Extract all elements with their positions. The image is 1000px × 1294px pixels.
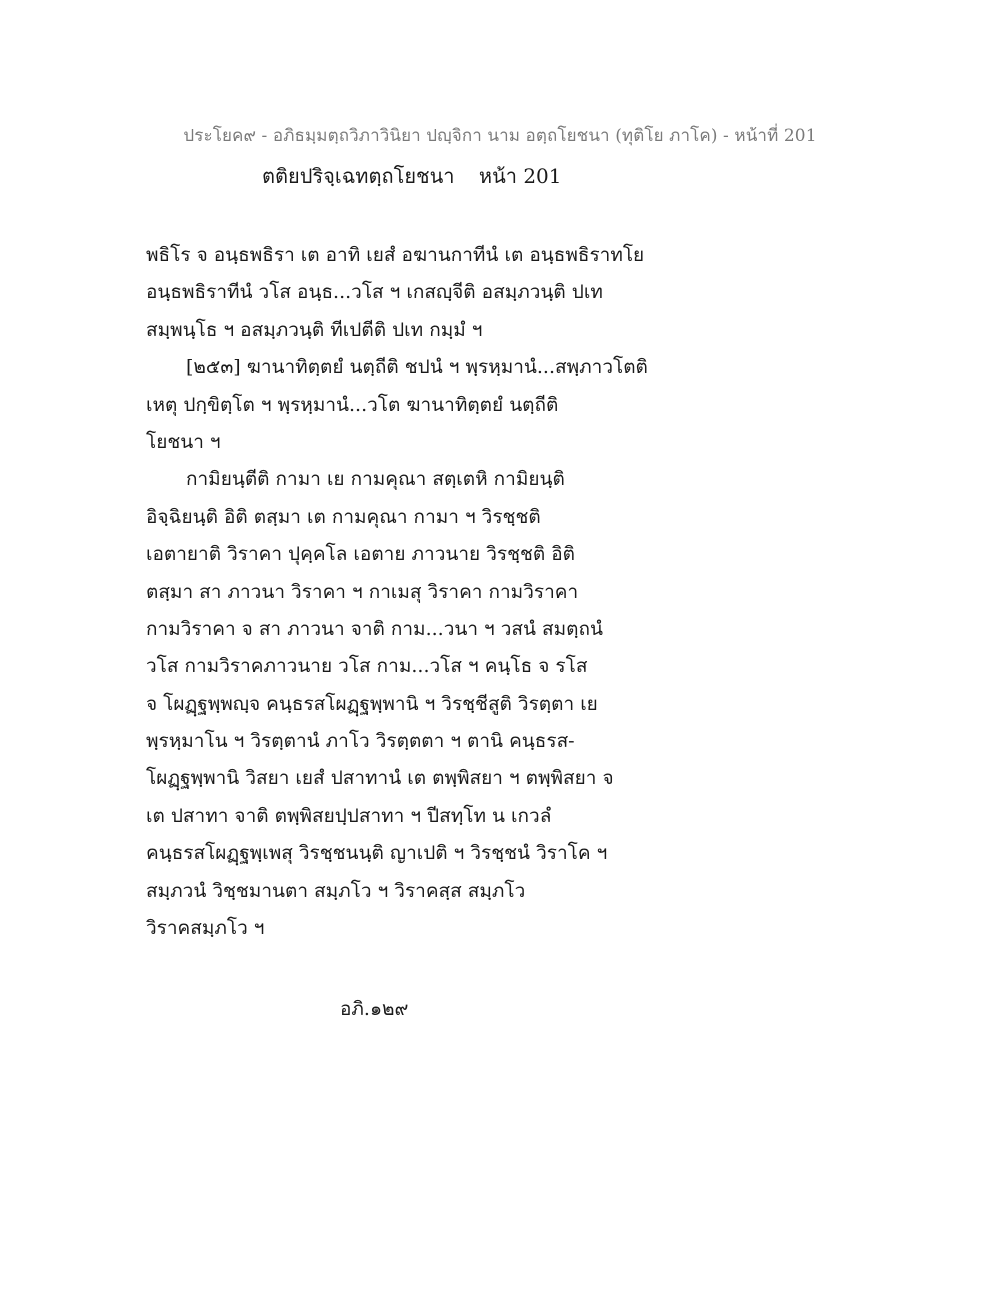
text-line: สมฺภวนํ วิชฺชมานตา สมฺภโว ฯ วิราคสฺส สมฺภโว <box>146 879 526 902</box>
text-line: ตสฺมา สา ภาวนา วิราคา ฯ กาเมสุ วิราคา กามวิราคา <box>146 580 579 603</box>
text-line: จ โผฏฺฐพฺพญฺจ คนฺธรสโผฏฺฐพฺพานิ ฯ วิรชฺชีสูติ วิรตฺตา เย <box>146 692 598 715</box>
text-line: เอตายาติ วิราคา ปุคฺคโล เอตาย ภาวนาย วิรชฺชติ อิติ <box>146 543 575 566</box>
text-line: อนฺธพธิราทีนํ วโส อนฺธ...วโส ฯ เกสญฺจีติ อสมฺภวนฺติ ปเท <box>146 281 603 304</box>
text-line: วิราคสมฺภโว ฯ <box>146 917 265 940</box>
text-line: พฺรหฺมาโน ฯ วิรตฺตานํ ภาโว วิรตฺตตา ฯ ตานิ คนฺธรส- <box>146 730 575 753</box>
text-line: กามวิราคา จ สา ภาวนา จาติ กาม...วนา ฯ วสนํ สมตฺถนํ <box>146 617 604 640</box>
text-line: โยชนา ฯ <box>146 430 221 453</box>
running-header: ประโยค๙ - อภิธมฺมตฺถวิภาวินิยา ปญฺจิกา นาม อตฺถโยชนา (ทุติโย ภาโค) - หน้าที่ 201 <box>183 126 817 146</box>
page-number-label: หน้า 201 <box>478 164 562 188</box>
text-line: คนฺธรสโผฏฺฐพฺเพสุ วิรชฺชนนฺติ ญาเปติ ฯ วิรชฺชนํ วิราโค ฯ <box>146 842 608 865</box>
footer-reference: อภิ.๑๒๙ <box>340 998 409 1020</box>
text-line: อิจฺฉิยนฺติ อิติ ตสฺมา เต กามคุณา กามา ฯ วิรชฺชติ <box>146 505 541 528</box>
text-line: เหตุ ปกฺขิตฺโต ฯ พฺรหฺมานํ...วโต ฆานาทิตฺตยํ นตฺถีติ <box>146 393 559 416</box>
section-heading <box>262 160 562 192</box>
text-line: โผฏฺฐพฺพานิ วิสยา เยสํ ปสาทานํ เต ตพฺพิสยา ฯ ตพฺพิสยา จ <box>146 767 614 790</box>
text-line: พธิโร จ อนฺธพธิรา เต อาทิ เยสํ อฆานกาทีนํ เต อนฺธพธิราทโย <box>146 244 645 266</box>
section-title: ตติยปริจฺเฉทตฺถโยชนา <box>262 164 455 188</box>
text-line: วโส กามวิราคภาวนาย วโส กาม...วโส ฯ คนฺโธ จ รโส <box>146 655 588 678</box>
body-text <box>146 240 866 950</box>
text-line: สมฺพนฺโธ ฯ อสมฺภวนฺติ ทีเปตีติ ปเท กมฺมํ ฯ <box>146 318 483 341</box>
text-line: [๒๕๓] ฆานาทิตฺตยํ นตฺถีติ ชปนํ ฯ พฺรหฺมานํ...สพฺภาวโตติ <box>186 356 648 379</box>
text-line: เต ปสาทา จาติ ตพฺพิสยปฺปสาทา ฯ ปีสทฺโท น เกวลํ <box>146 804 552 827</box>
text-line: กามิยนฺตีติ กามา เย กามคุณา สตฺเตหิ กามิยนฺติ <box>186 468 565 491</box>
